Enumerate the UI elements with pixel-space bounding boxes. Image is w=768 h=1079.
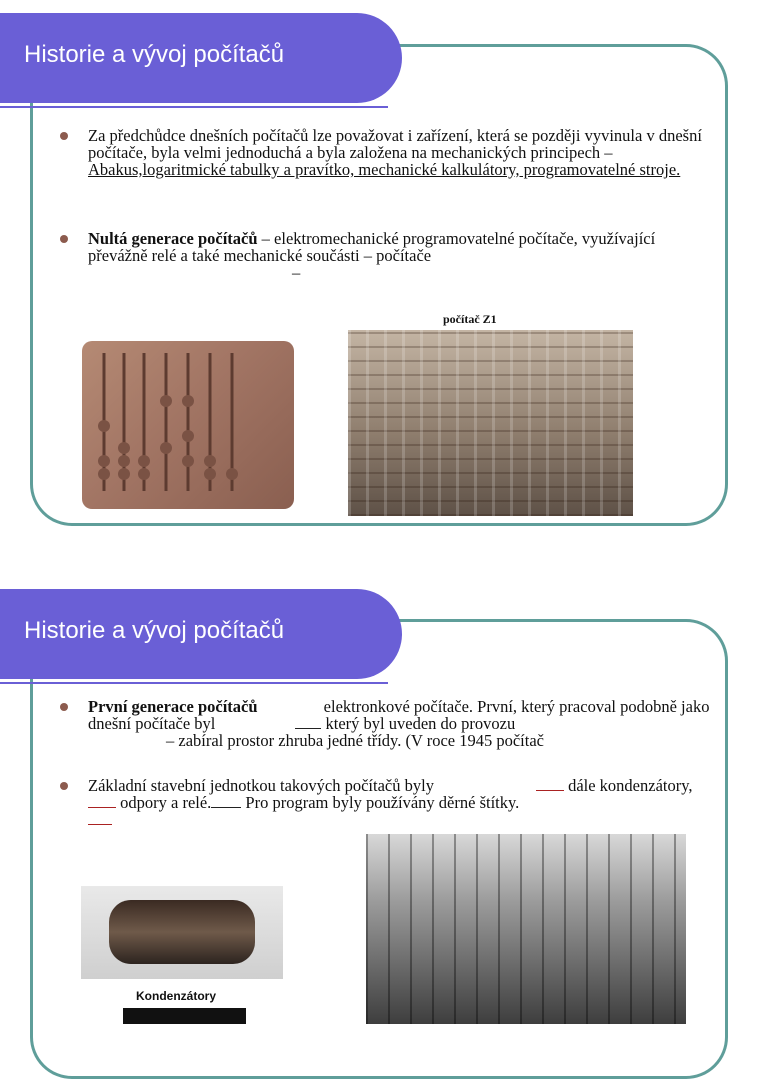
slide-title: Historie a vývoj počítačů xyxy=(24,41,285,68)
fill-in-blank xyxy=(211,807,241,808)
slide-title: Historie a vývoj počítačů xyxy=(24,617,285,644)
bullet-text: elektronkové počítače. První, který pracoval podobně jako dnešní počítače byl xyxy=(88,697,710,733)
bullet-item xyxy=(60,777,710,828)
bullet-text: Za předchůdce dnešních počítačů lze považovat i zařízení, která se později vyvinula v dnešní počítače, byla velmi jednoduchá a byla založena na mechanických principech – xyxy=(88,126,702,162)
fill-in-blank xyxy=(536,790,564,791)
bullet-icon xyxy=(60,782,68,790)
fill-in-blank xyxy=(88,807,116,808)
bullet-text: dále kondenzátory, xyxy=(563,776,693,795)
title-bar xyxy=(0,589,402,679)
bullet-item xyxy=(60,698,710,749)
bullet-text: který byl uveden do provozu xyxy=(321,714,516,733)
image-caption: Kondenzátory xyxy=(136,989,217,1003)
bullet-bold-text: Nultá generace počítačů xyxy=(88,229,258,248)
eniac-computer-image xyxy=(366,834,686,1024)
fill-in-blank xyxy=(295,728,321,729)
bullet-text: Základní stavební jednotkou takových počítačů byly xyxy=(88,776,434,795)
capacitor-image xyxy=(123,1008,246,1024)
vacuum-tube-image xyxy=(81,886,283,979)
bullet-bold-text: První generace počítačů xyxy=(88,697,258,716)
fill-in-blank xyxy=(88,824,112,825)
bullet-text: – zabíral prostor zhruba jedné třídy. (V roce 1945 počítač xyxy=(166,731,544,750)
bullet-icon xyxy=(60,703,68,711)
bullet-text: odpory a relé. xyxy=(116,793,212,812)
title-underline xyxy=(0,682,388,684)
dash-text: – xyxy=(292,263,301,282)
bullet-text: Pro program byly používány děrné štítky. xyxy=(241,793,520,812)
image-caption: počítač Z1 xyxy=(443,312,497,326)
bullet-underlined-text: Abakus,logaritmické tabulky a pravítko, mechanické kalkulátory, programovatelné stroje. xyxy=(88,160,681,179)
bullet-text: – elektromechanické programovatelné počítače, využívající převážně relé a také mechanické součásti – počítače xyxy=(88,229,656,265)
